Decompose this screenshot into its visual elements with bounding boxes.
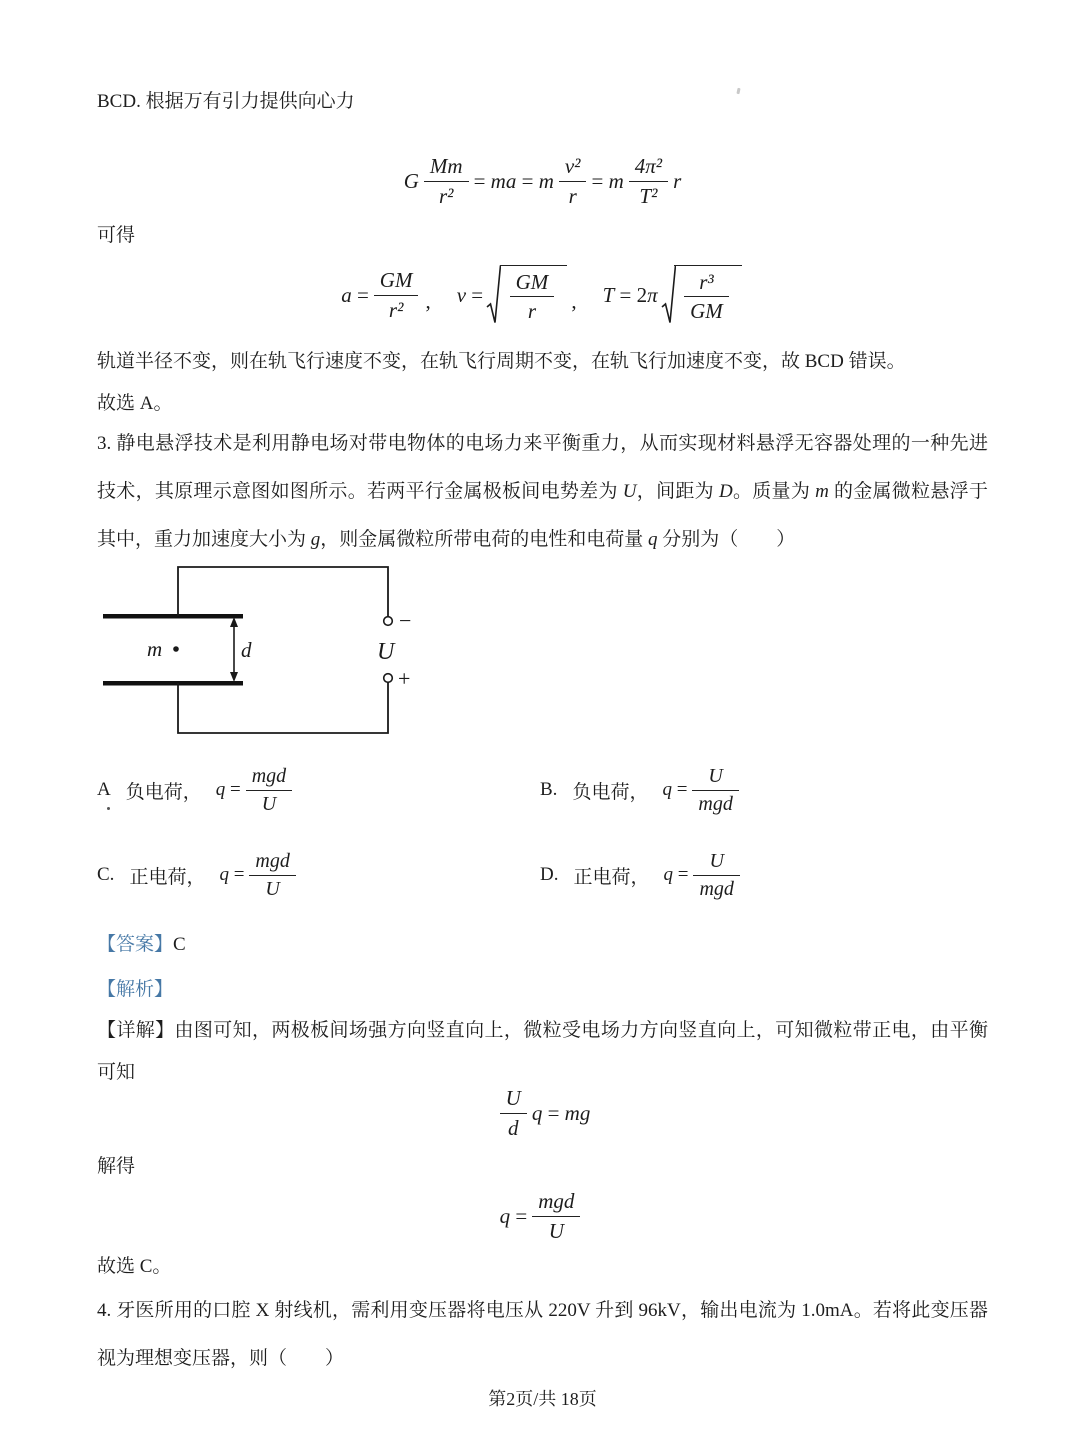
top-wire xyxy=(178,567,388,617)
particle-mass-label: m xyxy=(147,637,163,661)
fraction-r3-over-GM xyxy=(684,270,729,323)
fraction-mgd-over-U xyxy=(532,1189,580,1242)
analysis-label: 【解析】 xyxy=(97,979,174,1000)
denominator: U xyxy=(532,1216,580,1243)
formula-separator: , xyxy=(425,288,431,313)
formula-term: T = 2π xyxy=(602,282,658,307)
formula-balance xyxy=(97,1083,988,1143)
voltage-label: U xyxy=(377,639,395,665)
denominator: r² xyxy=(424,181,469,208)
denominator: r xyxy=(559,181,587,208)
numerator: GM xyxy=(515,269,549,294)
formula-orbit-results xyxy=(97,256,988,334)
fraction-mgd-over-U xyxy=(246,765,292,816)
question3-line: 其中，重力加速度大小为 g，则金属微粒所带电荷的电性和电荷量 q 分别为（ ） xyxy=(97,529,796,550)
option-label: C. xyxy=(97,864,115,885)
formula-term: r xyxy=(673,168,682,193)
bottom-plate xyxy=(103,681,243,686)
numerator: U xyxy=(505,1086,521,1111)
detail-line: 【详解】由图可知，两极板间场强方向竖直向上，微粒受电场力方向竖直向上，可知微粒带正电，由平衡 xyxy=(97,1020,988,1041)
question4-line: 4. 牙医所用的口腔 X 射线机，需利用变压器将电压从 220V 升到 96kV，输出电流为 1.0mA。若将此变压器 xyxy=(97,1300,988,1321)
solution2-choice: 故选 A。 xyxy=(97,393,173,414)
stray-dot-artifact xyxy=(107,807,110,810)
option-text: 负电荷， xyxy=(125,781,202,803)
bottom-wire xyxy=(178,682,388,733)
fraction-U-over-mgd xyxy=(693,850,739,901)
formula-term: q = xyxy=(662,779,688,800)
fraction-GM-over-r xyxy=(510,270,555,323)
numerator: 4π² xyxy=(634,154,663,179)
fraction-v2-over-r xyxy=(559,154,587,207)
formula-term: = m xyxy=(591,168,624,193)
formula-term: v = xyxy=(456,282,484,307)
option-label: D. xyxy=(540,864,559,885)
sqrt-GM-over-r xyxy=(486,265,567,325)
capacitor-circuit-diagram xyxy=(100,560,420,740)
option-text: 负电荷， xyxy=(572,781,649,803)
question3-options xyxy=(97,758,988,907)
formula-term: q = xyxy=(499,1203,528,1228)
sqrt-r3-over-GM xyxy=(661,265,742,325)
plus-terminal-label: + xyxy=(398,666,411,691)
gap-distance-label: d xyxy=(241,638,252,662)
option-label: A xyxy=(97,779,111,801)
formula-term: q = xyxy=(663,864,689,885)
numerator: U xyxy=(708,764,723,787)
numerator: v² xyxy=(564,154,581,179)
formula-term: q = xyxy=(215,779,241,800)
fraction-U-over-d xyxy=(500,1086,527,1139)
fraction-U-over-mgd xyxy=(692,765,738,816)
numerator: mgd xyxy=(538,1189,575,1214)
denominator: d xyxy=(500,1113,527,1140)
detail-explanation xyxy=(97,1010,988,1094)
fraction-GM-over-r2 xyxy=(374,268,419,321)
page-number-footer: 第2页/共 18页 xyxy=(488,1389,597,1409)
answer-line xyxy=(97,933,988,957)
formula-term: G xyxy=(403,168,419,193)
question4-text xyxy=(97,1287,988,1383)
numerator: U xyxy=(709,849,724,872)
denominator: U xyxy=(249,875,295,901)
fraction-Mm-over-r2 xyxy=(424,154,469,207)
fraction-mgd-over-U xyxy=(249,850,295,901)
numerator: mgd xyxy=(255,849,290,872)
option-text: 正电荷， xyxy=(129,866,206,888)
option-a xyxy=(97,758,540,822)
denominator: r² xyxy=(374,295,419,322)
question4-line: 视为理想变压器，则（ ） xyxy=(97,1348,345,1369)
option-c xyxy=(97,843,540,907)
formula-term: = ma = m xyxy=(473,168,554,193)
terminal-plus-circle xyxy=(384,674,393,683)
formula-term: q = xyxy=(219,864,245,885)
formula-separator: , xyxy=(571,288,577,313)
question3-text xyxy=(97,420,988,564)
option-label: B. xyxy=(540,779,558,800)
option-b xyxy=(540,758,988,822)
formula-term: q = mg xyxy=(531,1100,591,1125)
fraction-4pi2-over-T2 xyxy=(629,154,668,207)
formula-charge-result xyxy=(97,1185,988,1247)
minus-terminal-label: − xyxy=(399,608,412,633)
question3-line: 3. 静电悬浮技术是利用静电场对带电物体的电场力来平衡重力，从而实现材料悬浮无容器处理的一种先进 xyxy=(97,433,988,454)
answer-value: C xyxy=(173,934,186,955)
option-text: 正电荷， xyxy=(573,866,650,888)
particle-dot xyxy=(173,646,179,652)
denominator: mgd xyxy=(693,875,739,901)
text-kede: 可得 xyxy=(97,225,136,246)
denominator: r xyxy=(510,296,555,323)
solution2-conclusion: 轨道半径不变，则在轨飞行速度不变，在轨飞行周期不变，在轨飞行加速度不变，故 BCD 错误。 xyxy=(97,351,906,372)
arrowhead-down xyxy=(230,672,238,682)
question3-choice: 故选 C。 xyxy=(97,1256,172,1277)
detail-line: 可知 xyxy=(97,1062,136,1083)
numerator: r³ xyxy=(699,269,714,294)
text-jiede: 解得 xyxy=(97,1156,136,1177)
answer-label: 【答案】 xyxy=(97,934,174,955)
denominator: GM xyxy=(684,296,729,323)
denominator: U xyxy=(246,790,292,816)
denominator: mgd xyxy=(692,790,738,816)
option-d xyxy=(540,843,988,907)
numerator: GM xyxy=(379,268,413,293)
top-plate xyxy=(103,614,243,619)
solution2-intro-text: BCD. 根据万有引力提供向心力 xyxy=(97,91,355,112)
terminal-minus-circle xyxy=(384,617,393,626)
numerator: mgd xyxy=(251,764,287,787)
formula-gravity-centripetal xyxy=(97,145,988,217)
formula-term: a = xyxy=(341,282,369,307)
numerator: Mm xyxy=(429,154,463,179)
denominator: T² xyxy=(629,181,668,208)
question3-line: 技术，其原理示意图如图所示。若两平行金属极板间电势差为 U，间距为 D。质量为 m 的金属微粒悬浮于 xyxy=(97,481,988,502)
